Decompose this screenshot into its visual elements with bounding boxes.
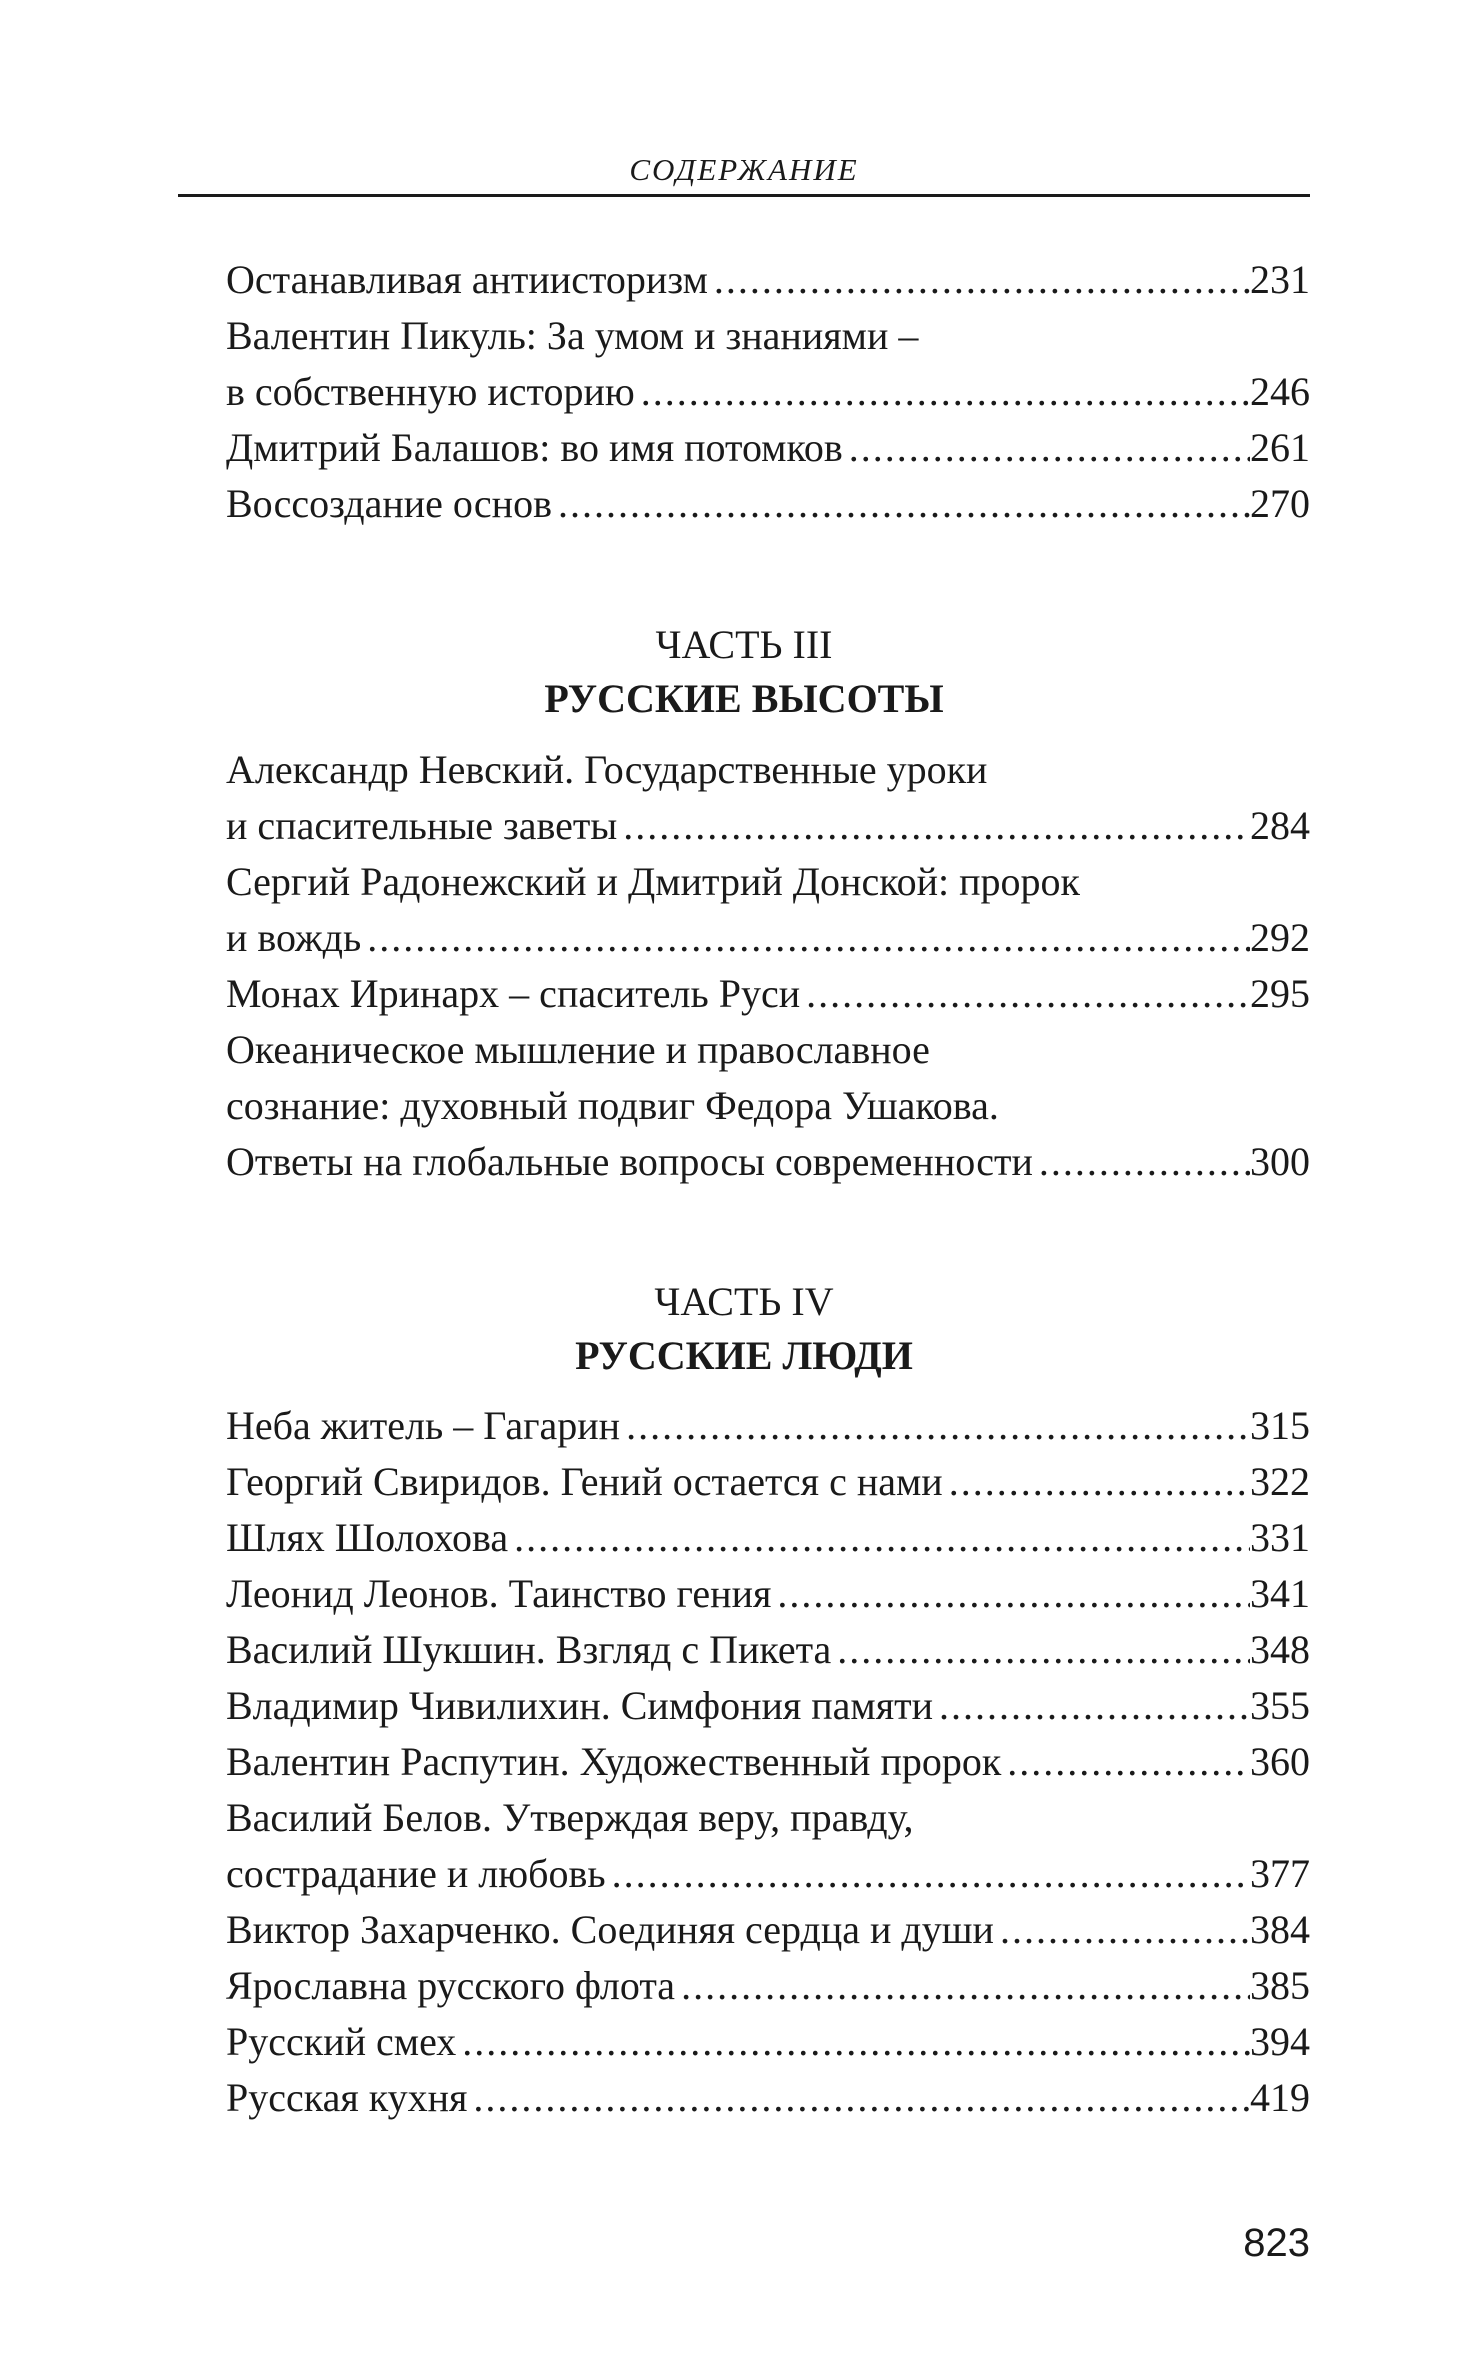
toc-entry-page: 231 <box>1250 257 1310 302</box>
dot-leader <box>508 1510 1250 1566</box>
toc-entry <box>226 252 1310 308</box>
toc-entry-title-line: и спасительные заветы <box>226 803 618 848</box>
toc-entry-title-line: Александр Невский. Государственные уроки <box>226 747 988 792</box>
toc-entry-page: 360 <box>1250 1739 1310 1784</box>
toc-section-part-4 <box>226 1398 1310 2126</box>
dot-leader <box>635 364 1250 420</box>
toc-entry-page: 348 <box>1250 1627 1310 1672</box>
toc-entry-page: 300 <box>1250 1139 1310 1184</box>
part-label: ЧАСТЬ III <box>655 622 833 667</box>
toc-entry-title-line: Виктор Захарченко. Соединяя сердца и души <box>226 1907 994 1952</box>
dot-leader <box>467 2070 1250 2126</box>
toc-entry-title-line: Океаническое мышление и православное <box>226 1027 930 1072</box>
part-title: РУССКИЕ ВЫСОТЫ <box>544 676 944 721</box>
toc-entry-title-line: Георгий Свиридов. Гений остается с нами <box>226 1459 943 1504</box>
dot-leader <box>620 1398 1250 1454</box>
toc-entry-title-line: в собственную историю <box>226 369 635 414</box>
toc-entry-page: 377 <box>1250 1851 1310 1896</box>
toc-entry <box>226 1902 1310 1958</box>
toc-entry-title-line: Монах Иринарх – спаситель Руси <box>226 971 801 1016</box>
dot-leader <box>943 1454 1250 1510</box>
toc-entry <box>226 1678 1310 1734</box>
toc-entry-title-line: Валентин Распутин. Художественный пророк <box>226 1739 1002 1784</box>
toc-entry <box>226 1022 1310 1190</box>
dot-leader <box>800 966 1250 1022</box>
toc-section-top <box>226 252 1310 532</box>
part-4-heading <box>178 1275 1310 1383</box>
toc-entry-page: 385 <box>1250 1963 1310 2008</box>
toc-entry-title-line: Дмитрий Балашов: во имя потомков <box>226 425 843 470</box>
toc-entry <box>226 1398 1310 1454</box>
toc-entry <box>226 1510 1310 1566</box>
toc-entry-page: 284 <box>1250 803 1310 848</box>
dot-leader <box>708 252 1250 308</box>
toc-entry <box>226 420 1310 476</box>
dot-leader <box>994 1902 1250 1958</box>
toc-entry-title-line: Сергий Радонежский и Дмитрий Донской: пророк <box>226 859 1080 904</box>
dot-leader <box>675 1958 1250 2014</box>
dot-leader <box>361 910 1250 966</box>
toc-entry-page: 261 <box>1250 425 1310 470</box>
dot-leader <box>606 1846 1250 1902</box>
toc-entry-title-line: Леонид Леонов. Таинство гения <box>226 1571 772 1616</box>
toc-entry-page: 322 <box>1250 1459 1310 1504</box>
toc-entry-page: 331 <box>1250 1515 1310 1560</box>
dot-leader <box>1001 1734 1250 1790</box>
dot-leader <box>456 2014 1250 2070</box>
toc-entry <box>226 1566 1310 1622</box>
dot-leader <box>617 798 1250 854</box>
toc-entry-page: 292 <box>1250 915 1310 960</box>
toc-entry <box>226 308 1310 420</box>
toc-entry <box>226 1622 1310 1678</box>
page-number: 823 <box>1243 2221 1310 2265</box>
toc-entry-page: 270 <box>1250 481 1310 526</box>
toc-entry-page: 355 <box>1250 1683 1310 1728</box>
toc-entry-page: 394 <box>1250 2019 1310 2064</box>
dot-leader <box>1033 1134 1250 1190</box>
dot-leader <box>831 1622 1250 1678</box>
toc-entry <box>226 742 1310 854</box>
dot-leader <box>843 420 1250 476</box>
dot-leader <box>771 1566 1250 1622</box>
toc-entry-title-line: и вождь <box>226 915 362 960</box>
toc-entry-title-line: Валентин Пикуль: За умом и знаниями – <box>226 313 919 358</box>
toc-entry-page: 295 <box>1250 971 1310 1016</box>
dot-leader <box>552 476 1250 532</box>
toc-entry <box>226 1734 1310 1790</box>
running-header: СОДЕРЖАНИЕ <box>629 152 859 187</box>
header-rule <box>178 194 1310 197</box>
toc-entry <box>226 1790 1310 1902</box>
toc-entry <box>226 1454 1310 1510</box>
toc-section-part-3 <box>226 742 1310 1190</box>
toc-entry-title-line: Ярославна русского флота <box>226 1963 676 2008</box>
part-3-heading <box>178 618 1310 726</box>
toc-entry-title-line: Русская кухня <box>226 2075 468 2120</box>
toc-entry-title-line: Шлях Шолохова <box>226 1515 509 1560</box>
toc-entry-page: 341 <box>1250 1571 1310 1616</box>
toc-entry-title-line: сострадание и любовь <box>226 1851 606 1896</box>
toc-entry-page: 315 <box>1250 1403 1310 1448</box>
part-label: ЧАСТЬ IV <box>654 1279 834 1324</box>
toc-entry-page: 419 <box>1250 2075 1310 2120</box>
toc-entry-title-line: Воссоздание основ <box>226 481 552 526</box>
toc-entry-title-line: Ответы на глобальные вопросы современности <box>226 1139 1033 1184</box>
toc-entry-title-line: сознание: духовный подвиг Федора Ушакова. <box>226 1083 999 1128</box>
part-title: РУССКИЕ ЛЮДИ <box>575 1333 913 1378</box>
toc-entry-title-line: Владимир Чивилихин. Симфония памяти <box>226 1683 934 1728</box>
toc-entry <box>226 476 1310 532</box>
toc-entry <box>226 966 1310 1022</box>
toc-entry <box>226 854 1310 966</box>
toc-entry-title-line: Останавливая антиисторизм <box>226 257 708 302</box>
toc-entry-page: 384 <box>1250 1907 1310 1952</box>
toc-entry-page: 246 <box>1250 369 1310 414</box>
dot-leader <box>933 1678 1250 1734</box>
toc-entry <box>226 2014 1310 2070</box>
toc-entry-title-line: Василий Белов. Утверждая веру, правду, <box>226 1795 914 1840</box>
toc-entry-title-line: Василий Шукшин. Взгляд с Пикета <box>226 1627 832 1672</box>
toc-entry-title-line: Русский смех <box>226 2019 457 2064</box>
toc-entry <box>226 1958 1310 2014</box>
toc-entry-title-line: Неба житель – Гагарин <box>226 1403 621 1448</box>
toc-entry <box>226 2070 1310 2126</box>
